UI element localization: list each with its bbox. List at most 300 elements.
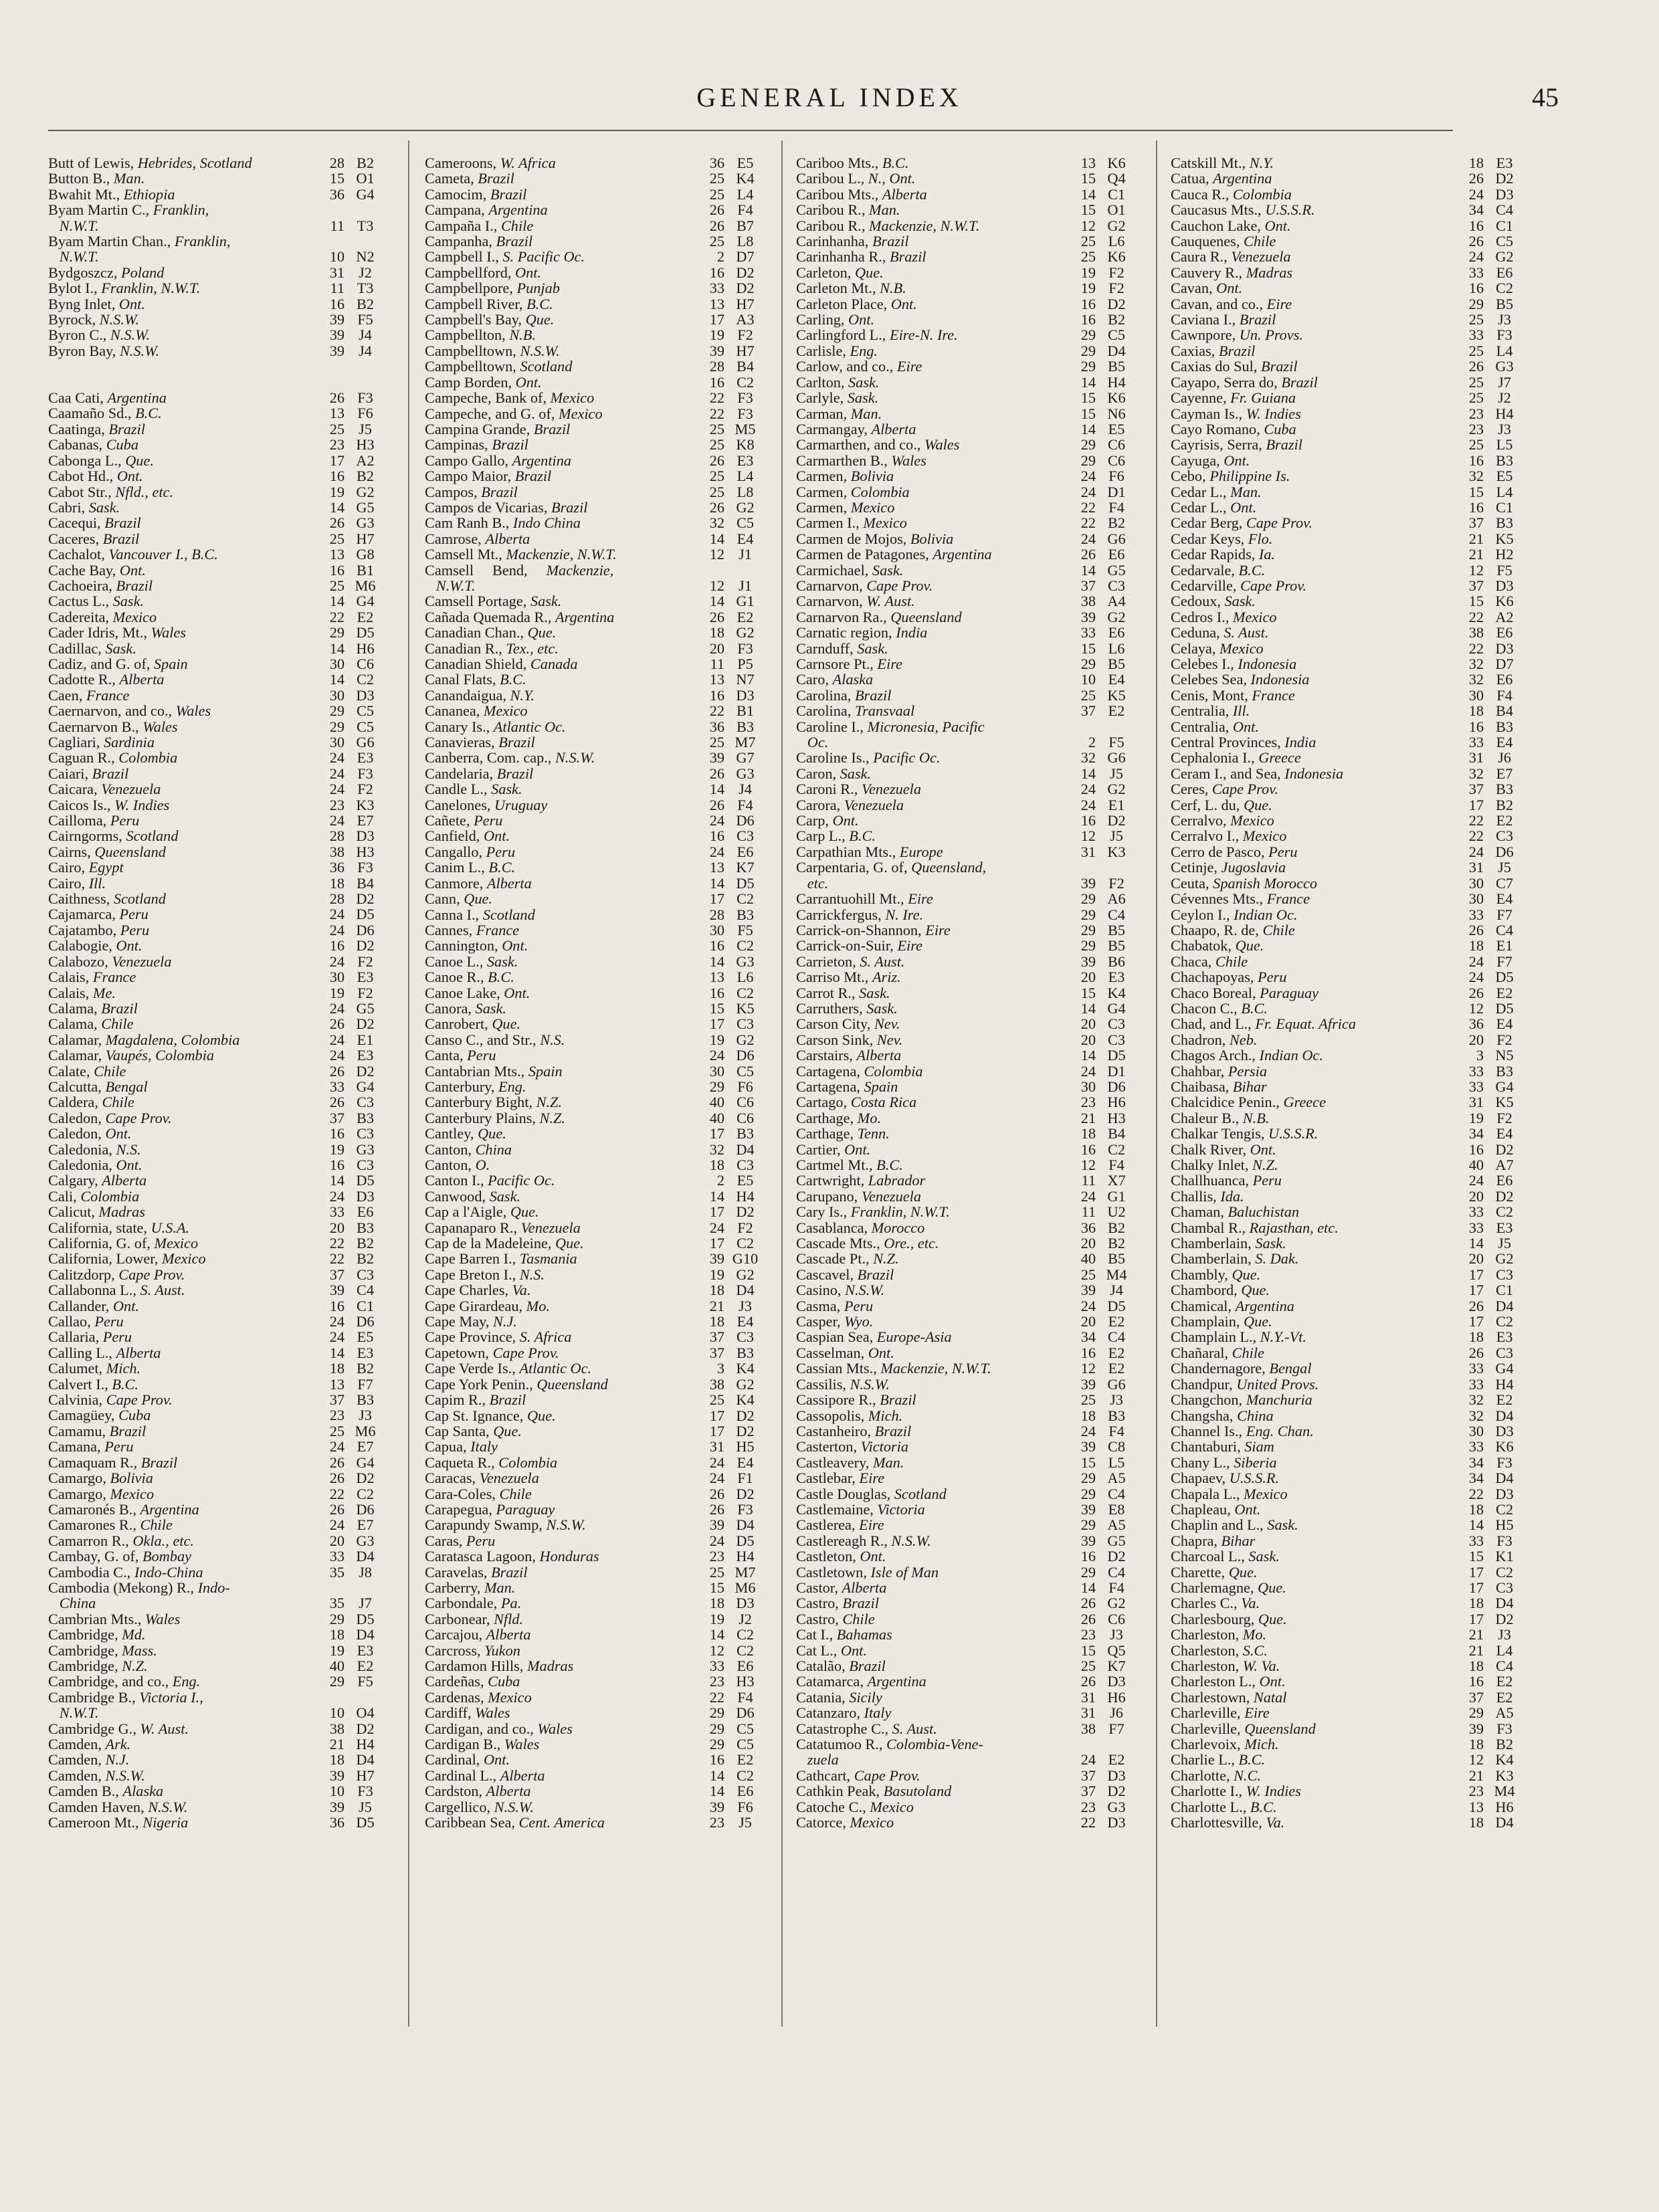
entry-grid-ref: C4 xyxy=(1495,1657,1514,1674)
index-entry xyxy=(796,233,1137,249)
index-entry xyxy=(796,1752,1137,1767)
entry-map-page: 16 xyxy=(1468,280,1484,297)
entry-name: Cagliari, Sardinia xyxy=(48,734,155,750)
index-entry xyxy=(425,500,766,515)
entry-map-page: 2 xyxy=(716,1172,724,1189)
entry-grid-ref: B2 xyxy=(1107,514,1126,532)
index-entry xyxy=(48,531,386,546)
entry-name: Chapaev, U.S.S.R. xyxy=(1171,1470,1280,1487)
index-entry xyxy=(1171,1548,1525,1564)
entry-region: Cape Prov. xyxy=(866,577,933,594)
entry-grid-ref: B3 xyxy=(736,1125,755,1142)
entry-name: Cephalonia I., Greece xyxy=(1171,749,1301,767)
entry-map-page: 16 xyxy=(1468,451,1484,469)
entry-grid-ref: D1 xyxy=(1107,483,1126,500)
entry-region: Vaupés, Colombia xyxy=(105,1047,215,1064)
entry-name: Cardinal L., Alberta xyxy=(425,1767,545,1784)
entry-region: Ont. xyxy=(515,373,542,391)
entry-map-page: 26 xyxy=(329,1062,345,1080)
entry-map-page: 12 xyxy=(1080,827,1096,845)
entry-name: Cardenas, Mexico xyxy=(425,1688,532,1706)
entry-grid-ref: B7 xyxy=(736,217,755,234)
entry-name: Carlyle, Sask. xyxy=(796,389,879,407)
entry-region: Scotland xyxy=(520,358,573,375)
entry-region: W. Indies xyxy=(1246,405,1301,422)
entry-region: Persia xyxy=(1228,1062,1268,1080)
index-entry xyxy=(1171,672,1525,687)
index-entry xyxy=(425,265,766,280)
entry-region: Que. xyxy=(854,264,884,281)
entry-map-page: 21 xyxy=(329,1736,345,1752)
entry-region: Ore., etc. xyxy=(884,1235,939,1252)
entry-name: Caxias, Brazil xyxy=(1171,342,1256,359)
entry-grid-ref: B2 xyxy=(356,1235,375,1251)
entry-grid-ref: C6 xyxy=(1107,451,1126,469)
entry-region: Brazil xyxy=(140,1453,178,1471)
entry-name xyxy=(48,218,322,233)
entry-grid-ref: D5 xyxy=(1495,999,1514,1017)
entry-grid-ref: F7 xyxy=(357,1375,373,1393)
entry-region: Argentina xyxy=(1213,170,1272,187)
entry-grid-ref: E6 xyxy=(1108,624,1125,641)
entry-map-page: 16 xyxy=(329,1156,345,1173)
entry-map-page: 17 xyxy=(1468,796,1484,813)
index-entry xyxy=(1171,1204,1525,1219)
entry-grid-ref: J3 xyxy=(1498,420,1511,437)
entry-region: Colombia xyxy=(864,1062,923,1080)
entry-map-page: 25 xyxy=(329,530,345,547)
entry-grid-ref: F3 xyxy=(357,765,373,782)
entry-map-page: 14 xyxy=(709,1626,724,1643)
entry-map-page: 24 xyxy=(709,1047,724,1064)
entry-map-page: 26 xyxy=(1080,1610,1096,1627)
entry-grid-ref: C5 xyxy=(1495,233,1514,250)
index-entry xyxy=(796,312,1137,327)
entry-name: Carleton, Que. xyxy=(796,264,884,281)
entry-region: Mexico xyxy=(559,405,603,422)
entry-name: Camana, Peru xyxy=(48,1438,134,1455)
entry-grid-ref: M4 xyxy=(1494,1783,1515,1800)
entry-name: Caron, Sask. xyxy=(796,765,872,782)
index-entry xyxy=(425,327,766,342)
entry-name: Carrieton, S. Aust. xyxy=(796,952,905,970)
index-entry xyxy=(48,265,386,280)
entry-name: Cara-Coles, Chile xyxy=(425,1485,532,1502)
index-entry xyxy=(48,1282,386,1298)
index-entry xyxy=(1171,390,1525,405)
entry-map-page: 16 xyxy=(709,827,724,845)
index-entry xyxy=(48,593,386,609)
entry-region: Alberta xyxy=(116,1344,161,1361)
entry-name: Canton, O. xyxy=(425,1157,490,1173)
entry-map-page: 25 xyxy=(709,170,724,187)
entry-region: B.C. xyxy=(876,1157,903,1173)
entry-grid-ref: B3 xyxy=(1495,451,1514,469)
entry-region: S. Aust. xyxy=(860,952,905,970)
entry-map-page: 24 xyxy=(1468,185,1484,203)
entry-name: Byng Inlet, Ont. xyxy=(48,295,145,312)
entry-map-page: 24 xyxy=(1080,796,1096,813)
entry-name: Cambridge, Mass. xyxy=(48,1641,157,1659)
index-entry xyxy=(48,1815,386,1830)
entry-region: N. Ire. xyxy=(885,906,924,923)
entry-name: Cape Province, S. Africa xyxy=(425,1328,572,1346)
entry-region: Bolivia xyxy=(850,468,894,485)
index-entry xyxy=(796,750,1137,765)
entry-grid-ref: C4 xyxy=(1495,201,1514,219)
index-entry xyxy=(796,1126,1137,1141)
index-entry xyxy=(796,593,1137,609)
entry-name: Cartwright, Labrador xyxy=(796,1172,926,1189)
entry-grid-ref: E1 xyxy=(357,1031,374,1048)
entry-region: Brazil xyxy=(489,1391,526,1409)
entry-name: Caithness, Scotland xyxy=(48,890,166,908)
entry-name: Cardigan, and co., Wales xyxy=(425,1720,573,1737)
entry-name: Campbelltown, Scotland xyxy=(425,358,573,375)
entry-map-page: 26 xyxy=(329,1094,345,1111)
entry-map-page: 17 xyxy=(709,1125,724,1142)
index-entry xyxy=(48,437,386,452)
entry-region: Que. xyxy=(1232,1266,1261,1283)
entry-grid-ref: M4 xyxy=(1106,1266,1127,1283)
index-entry xyxy=(425,750,766,765)
index-entry xyxy=(48,578,386,593)
entry-grid-ref: E2 xyxy=(1496,1688,1513,1706)
entry-map-page: 15 xyxy=(1080,639,1096,657)
entry-grid-ref: F7 xyxy=(1496,906,1512,923)
entry-map-page: 32 xyxy=(709,514,724,532)
entry-region: N.B. xyxy=(1242,1109,1270,1126)
entry-region: Brazil xyxy=(849,1657,886,1674)
index-entry xyxy=(796,468,1137,484)
entry-name: Cangallo, Peru xyxy=(425,843,515,860)
entry-map-page: 18 xyxy=(1468,1328,1484,1346)
entry-map-page: 14 xyxy=(709,1187,724,1205)
index-entry xyxy=(425,1674,766,1689)
entry-region: Colombia xyxy=(80,1187,140,1205)
entry-map-page: 24 xyxy=(1080,483,1096,500)
entry-map-page: 14 xyxy=(1468,1235,1484,1252)
index-entry xyxy=(425,1392,766,1407)
entry-name: Cabot Str., Nfld., etc. xyxy=(48,483,174,500)
entry-region: Que. xyxy=(493,1422,522,1439)
index-entry xyxy=(1171,187,1525,202)
entry-name: Carnarvon, W. Aust. xyxy=(796,593,915,610)
entry-name: Ceuta, Spanish Morocco xyxy=(1171,874,1318,892)
entry-region: Argentina xyxy=(867,1673,926,1690)
entry-name: Canterbury Bight, N.Z. xyxy=(425,1094,563,1111)
entry-grid-ref: B2 xyxy=(1495,796,1514,813)
index-entry xyxy=(796,1423,1137,1439)
entry-region: Hebrides, Scotland xyxy=(137,155,252,171)
entry-map-page: 37 xyxy=(1468,514,1484,532)
entry-map-page: 33 xyxy=(329,1203,345,1221)
entry-region: N.S.W. xyxy=(520,342,560,359)
index-entry xyxy=(796,1392,1137,1407)
entry-grid-ref: D3 xyxy=(736,1595,755,1612)
index-entry xyxy=(796,218,1137,233)
index-entry xyxy=(1171,828,1525,843)
index-entry xyxy=(796,922,1137,938)
index-entry xyxy=(796,781,1137,797)
entry-map-page: 30 xyxy=(1468,686,1484,704)
entry-region: Venezuela xyxy=(520,1219,581,1236)
entry-grid-ref: K6 xyxy=(1495,1438,1514,1455)
entry-name: Calitzdorp, Cape Prov. xyxy=(48,1266,185,1283)
entry-map-page: 33 xyxy=(1080,624,1096,641)
entry-name: Catatumoo R., Colombia-Vene- xyxy=(796,1736,983,1753)
entry-grid-ref: D2 xyxy=(356,1720,375,1737)
entry-name: Camarones R., Chile xyxy=(48,1516,173,1534)
index-entry xyxy=(48,985,386,1001)
entry-region: Peru xyxy=(1258,969,1287,986)
entry-map-page: 26 xyxy=(329,1453,345,1471)
entry-map-page: 25 xyxy=(709,734,724,751)
entry-name: Castlerea, Eire xyxy=(796,1516,884,1534)
entry-grid-ref: G5 xyxy=(1107,1532,1126,1549)
entry-map-page: 37 xyxy=(1468,781,1484,798)
index-entry xyxy=(796,187,1137,202)
entry-region: Franklin, xyxy=(153,201,209,219)
entry-region: Wales xyxy=(537,1720,573,1737)
entry-name: Carbonear, Nfld. xyxy=(425,1610,524,1627)
entry-map-page: 17 xyxy=(1468,1282,1484,1299)
entry-region: W. Africa xyxy=(500,155,556,171)
entry-grid-ref: H3 xyxy=(356,436,375,454)
index-entry xyxy=(48,327,386,342)
index-entry xyxy=(425,1815,766,1830)
index-entry xyxy=(425,1408,766,1423)
entry-grid-ref: B4 xyxy=(1495,702,1514,720)
entry-grid-ref: D2 xyxy=(1495,1610,1514,1627)
entry-grid-ref: K1 xyxy=(1495,1548,1514,1565)
entry-name: Charleston L., Ont. xyxy=(1171,1673,1286,1690)
entry-name: Chabatok, Que. xyxy=(1171,937,1264,954)
index-entry xyxy=(48,202,386,217)
index-entry xyxy=(796,1674,1137,1689)
entry-grid-ref: C2 xyxy=(356,671,375,688)
entry-region: N.B. xyxy=(880,280,906,297)
entry-region: B.C. xyxy=(1241,999,1268,1017)
entry-region: Que. xyxy=(555,1235,584,1252)
entry-region: Mexico xyxy=(1243,1485,1288,1502)
entry-map-page: 24 xyxy=(709,1532,724,1549)
entry-grid-ref: D3 xyxy=(1107,1673,1126,1690)
entry-map-page: 37 xyxy=(1080,1767,1096,1784)
entry-map-page: 17 xyxy=(1468,1579,1484,1596)
entry-grid-ref: B5 xyxy=(1107,921,1126,938)
entry-region: Mackenzie, N.W.T. xyxy=(880,1360,991,1377)
entry-grid-ref: E2 xyxy=(1496,1391,1513,1409)
index-entry xyxy=(1171,1377,1525,1392)
index-entry xyxy=(1171,1486,1525,1502)
index-entry xyxy=(796,1408,1137,1423)
entry-name: Charette, Que. xyxy=(1171,1563,1258,1581)
index-entry xyxy=(1171,766,1525,781)
entry-map-page: 39 xyxy=(709,1798,724,1815)
entry-name: Changsha, China xyxy=(1171,1407,1274,1424)
entry-name: Cambridge G., W. Aust. xyxy=(48,1720,189,1737)
entry-name: Castlereagh R., N.S.W. xyxy=(796,1532,931,1549)
entry-map-page: 33 xyxy=(1468,1375,1484,1393)
entry-map-page: 24 xyxy=(1080,1422,1096,1439)
entry-grid-ref: C2 xyxy=(356,1485,375,1502)
entry-grid-ref: D3 xyxy=(1495,1422,1514,1439)
index-entry xyxy=(796,1329,1137,1344)
index-entry xyxy=(796,891,1137,906)
index-entry xyxy=(796,1627,1137,1642)
entry-region: Baluchistan xyxy=(1228,1203,1299,1221)
index-entry xyxy=(796,1517,1137,1532)
entry-name: Carora, Venezuela xyxy=(796,796,904,813)
entry-map-page: 31 xyxy=(329,264,345,281)
entry-map-page: 37 xyxy=(1080,577,1096,594)
index-entry xyxy=(48,249,386,264)
index-entry xyxy=(48,1580,386,1595)
entry-grid-ref: C3 xyxy=(356,1125,375,1142)
entry-grid-ref: F4 xyxy=(737,1688,753,1706)
entry-name: Castletown, Isle of Man xyxy=(796,1563,939,1581)
entry-grid-ref: E1 xyxy=(1108,796,1125,813)
entry-map-page: 24 xyxy=(329,952,345,970)
entry-region: Philippine Is. xyxy=(1209,468,1290,485)
entry-grid-ref: G8 xyxy=(356,546,375,563)
index-entry xyxy=(1171,1815,1525,1830)
entry-name: Carthage, Mo. xyxy=(796,1109,881,1126)
entry-map-page: 35 xyxy=(329,1595,345,1612)
entry-region: Brazil xyxy=(1281,373,1318,391)
entry-region: Tex., etc. xyxy=(506,639,559,657)
entry-map-page: 20 xyxy=(1468,1031,1484,1048)
index-entry xyxy=(796,1079,1137,1094)
entry-name: Carmen, Colombia xyxy=(796,483,910,500)
entry-map-page: 38 xyxy=(1080,1720,1096,1737)
entry-map-page: 14 xyxy=(329,639,345,657)
index-entry xyxy=(48,1690,386,1705)
entry-region: Neb. xyxy=(1229,1031,1258,1048)
entry-name: Cadereita, Mexico xyxy=(48,608,157,625)
index-entry xyxy=(1171,891,1525,906)
index-entry xyxy=(425,1314,766,1329)
entry-grid-ref: H5 xyxy=(736,1438,755,1455)
entry-region: Micronesia, Pacific xyxy=(867,718,985,735)
entry-name: Canelones, Uruguay xyxy=(425,796,548,813)
entry-name: Caceres, Brazil xyxy=(48,530,140,547)
entry-name: Caa Cati, Argentina xyxy=(48,389,167,407)
entry-region: Peru xyxy=(110,812,140,829)
index-entry xyxy=(425,1064,766,1079)
entry-map-page: 12 xyxy=(1080,1157,1096,1173)
index-entry xyxy=(425,531,766,546)
entry-map-page: 25 xyxy=(1468,311,1484,328)
entry-region: Alberta xyxy=(882,185,927,203)
entry-region: Queensland xyxy=(1244,1720,1316,1737)
entry-region: Alaska xyxy=(832,671,874,688)
index-entry xyxy=(48,1094,386,1110)
index-entry xyxy=(48,1220,386,1235)
entry-map-page: 26 xyxy=(1080,546,1096,563)
entry-region: Man. xyxy=(872,1453,904,1471)
entry-grid-ref: K7 xyxy=(736,859,755,876)
entry-name: Campanha, Brazil xyxy=(425,233,533,250)
entry-name: Campeche, Bank of, Mexico xyxy=(425,389,595,407)
entry-map-page: 28 xyxy=(329,155,345,171)
entry-map-page: 34 xyxy=(1468,1125,1484,1142)
entry-region: Fr. Equat. Africa xyxy=(1255,1015,1357,1033)
entry-grid-ref: D2 xyxy=(736,1203,755,1221)
entry-grid-ref: G1 xyxy=(1107,1187,1126,1205)
entry-map-page: 22 xyxy=(1468,639,1484,657)
index-entry xyxy=(48,1377,386,1392)
entry-name: Caribou Mts., Alberta xyxy=(796,185,927,203)
entry-grid-ref: F3 xyxy=(357,389,373,407)
entry-name: Canterbury, Eng. xyxy=(425,1078,526,1095)
index-entry xyxy=(1171,813,1525,828)
index-entry xyxy=(48,1611,386,1627)
entry-name: Chany L., Siberia xyxy=(1171,1453,1277,1471)
entry-map-page: 24 xyxy=(329,999,345,1017)
entry-map-page: 14 xyxy=(709,1783,724,1800)
index-entry xyxy=(1171,1799,1525,1815)
entry-region: Alberta xyxy=(486,874,532,892)
entry-grid-ref: D4 xyxy=(736,1282,755,1299)
entry-grid-ref: E7 xyxy=(357,1516,374,1534)
entry-name: Centralia, Ill. xyxy=(1171,702,1250,720)
index-column-3 xyxy=(796,155,1137,1830)
entry-name: Catanzaro, Italy xyxy=(796,1704,892,1722)
entry-grid-ref: D6 xyxy=(356,921,375,938)
entry-grid-ref: M5 xyxy=(735,420,756,437)
entry-region: Sask. xyxy=(491,781,522,798)
index-entry xyxy=(48,1486,386,1502)
entry-map-page: 17 xyxy=(1468,1610,1484,1627)
entry-grid-ref: E2 xyxy=(1108,1360,1125,1377)
entry-map-page: 37 xyxy=(1080,1783,1096,1800)
entry-region: U.S.S.R. xyxy=(1265,201,1315,219)
entry-map-page: 18 xyxy=(1468,937,1484,954)
index-entry xyxy=(48,766,386,781)
entry-map-page: 17 xyxy=(709,890,724,908)
index-entry xyxy=(48,1721,386,1736)
entry-grid-ref: C3 xyxy=(356,1266,375,1283)
entry-grid-ref: C1 xyxy=(1107,185,1126,203)
entry-name: Carapundy Swamp, N.S.W. xyxy=(425,1516,586,1534)
entry-name: Cabonga L., Que. xyxy=(48,451,154,469)
entry-region: Colombia xyxy=(850,483,910,500)
entry-map-page: 26 xyxy=(1080,1595,1096,1612)
index-entry xyxy=(425,1173,766,1188)
entry-grid-ref: B2 xyxy=(356,1360,375,1377)
entry-grid-ref: C3 xyxy=(356,1094,375,1111)
entry-region: Brazil xyxy=(857,1266,894,1283)
entry-grid-ref: D6 xyxy=(736,1047,755,1064)
entry-name xyxy=(425,578,702,593)
entry-name: Ceram I., and Sea, Indonesia xyxy=(1171,765,1344,782)
entry-map-page: 15 xyxy=(1080,389,1096,407)
entry-name: Cairns, Queensland xyxy=(48,843,166,860)
entry-region: Ont. xyxy=(1259,1673,1286,1690)
index-entry xyxy=(796,1643,1137,1658)
entry-map-page: 30 xyxy=(709,921,724,938)
entry-grid-ref: E6 xyxy=(1496,671,1513,688)
entry-map-page: 16 xyxy=(329,1125,345,1142)
index-entry xyxy=(425,1016,766,1031)
entry-region: Argentina xyxy=(488,201,548,219)
entry-region: Mexico xyxy=(154,1235,199,1251)
entry-grid-ref: J3 xyxy=(1498,311,1511,328)
entry-name: Cavan, Ont. xyxy=(1171,280,1243,297)
entry-map-page: 39 xyxy=(1080,952,1096,970)
